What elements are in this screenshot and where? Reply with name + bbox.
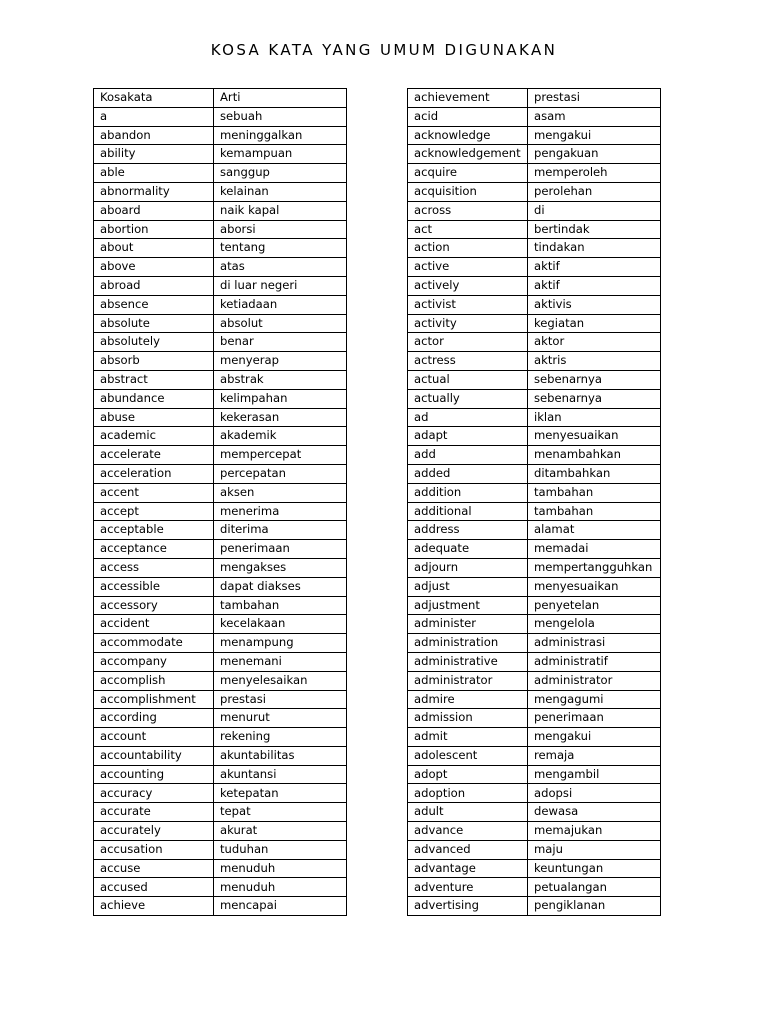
word-cell: a <box>94 107 214 126</box>
meaning-cell: alamat <box>528 521 661 540</box>
word-cell: advertising <box>408 897 528 916</box>
word-cell: accident <box>94 615 214 634</box>
word-cell: adoption <box>408 784 528 803</box>
table-row <box>408 897 661 916</box>
table-row <box>94 540 347 559</box>
meaning-cell: rekening <box>214 728 347 747</box>
meaning-cell: ditambahkan <box>528 464 661 483</box>
word-cell: accept <box>94 502 214 521</box>
word-cell: added <box>408 464 528 483</box>
word-cell: accusation <box>94 840 214 859</box>
meaning-cell: kelimpahan <box>214 389 347 408</box>
word-cell: adolescent <box>408 746 528 765</box>
table-row <box>408 126 661 145</box>
word-cell: accomplishment <box>94 690 214 709</box>
word-cell: activity <box>408 314 528 333</box>
meaning-cell: menuduh <box>214 859 347 878</box>
word-cell: adjourn <box>408 558 528 577</box>
meaning-cell: sebenarnya <box>528 389 661 408</box>
meaning-cell: benar <box>214 333 347 352</box>
table-row <box>94 615 347 634</box>
meaning-cell: atas <box>214 258 347 277</box>
word-cell: accurately <box>94 822 214 841</box>
word-cell: abuse <box>94 408 214 427</box>
meaning-cell: sebuah <box>214 107 347 126</box>
table-row <box>408 164 661 183</box>
meaning-cell: aktor <box>528 333 661 352</box>
meaning-cell: Arti <box>214 89 347 108</box>
table-row <box>94 634 347 653</box>
word-cell: absorb <box>94 352 214 371</box>
meaning-cell: iklan <box>528 408 661 427</box>
word-cell: adapt <box>408 427 528 446</box>
table-row <box>408 596 661 615</box>
meaning-cell: mengakui <box>528 728 661 747</box>
word-cell: acceptance <box>94 540 214 559</box>
word-cell: accompany <box>94 652 214 671</box>
table-row <box>408 615 661 634</box>
word-cell: abstract <box>94 370 214 389</box>
table-row <box>408 558 661 577</box>
table-row <box>408 540 661 559</box>
meaning-cell: pengiklanan <box>528 897 661 916</box>
meaning-cell: akurat <box>214 822 347 841</box>
meaning-cell: adopsi <box>528 784 661 803</box>
word-cell: actual <box>408 370 528 389</box>
meaning-cell: kecelakaan <box>214 615 347 634</box>
meaning-cell: akademik <box>214 427 347 446</box>
meaning-cell: menerima <box>214 502 347 521</box>
word-cell: accountability <box>94 746 214 765</box>
word-cell: ability <box>94 145 214 164</box>
table-row <box>94 201 347 220</box>
meaning-cell: menemani <box>214 652 347 671</box>
table-row <box>94 728 347 747</box>
meaning-cell: kelainan <box>214 182 347 201</box>
word-cell: actively <box>408 276 528 295</box>
table-row <box>408 258 661 277</box>
table-row <box>408 389 661 408</box>
table-row <box>94 652 347 671</box>
word-cell: aboard <box>94 201 214 220</box>
word-cell: acquisition <box>408 182 528 201</box>
meaning-cell: memadai <box>528 540 661 559</box>
page-title: KOSA KATA YANG UMUM DIGUNAKAN <box>210 41 558 59</box>
table-row <box>408 728 661 747</box>
table-row <box>94 164 347 183</box>
table-row <box>94 182 347 201</box>
table-row <box>408 577 661 596</box>
table-row <box>408 803 661 822</box>
meaning-cell: mempercepat <box>214 446 347 465</box>
table-row <box>94 897 347 916</box>
word-cell: accused <box>94 878 214 897</box>
table-row <box>94 765 347 784</box>
table-row <box>94 746 347 765</box>
meaning-cell: absolut <box>214 314 347 333</box>
table-row <box>94 446 347 465</box>
meaning-cell: menambahkan <box>528 446 661 465</box>
word-cell: acquire <box>408 164 528 183</box>
word-cell: advanced <box>408 840 528 859</box>
word-cell: accommodate <box>94 634 214 653</box>
word-cell: address <box>408 521 528 540</box>
table-row <box>408 521 661 540</box>
word-cell: abandon <box>94 126 214 145</box>
meaning-cell: pengakuan <box>528 145 661 164</box>
table-row <box>94 239 347 258</box>
table-row <box>94 126 347 145</box>
table-row <box>94 577 347 596</box>
table-row <box>408 784 661 803</box>
word-cell: advantage <box>408 859 528 878</box>
table-row <box>408 145 661 164</box>
table-row <box>94 709 347 728</box>
meaning-cell: akuntabilitas <box>214 746 347 765</box>
meaning-cell: prestasi <box>214 690 347 709</box>
word-cell: act <box>408 220 528 239</box>
table-row <box>408 671 661 690</box>
word-cell: acceleration <box>94 464 214 483</box>
meaning-cell: dewasa <box>528 803 661 822</box>
meaning-cell: tindakan <box>528 239 661 258</box>
meaning-cell: menyelesaikan <box>214 671 347 690</box>
meaning-cell: aktris <box>528 352 661 371</box>
table-row <box>408 370 661 389</box>
table-row <box>408 220 661 239</box>
meaning-cell: aktivis <box>528 295 661 314</box>
meaning-cell: percepatan <box>214 464 347 483</box>
table-row <box>408 201 661 220</box>
meaning-cell: asam <box>528 107 661 126</box>
meaning-cell: maju <box>528 840 661 859</box>
table-row <box>408 352 661 371</box>
word-cell: additional <box>408 502 528 521</box>
meaning-cell: ketiadaan <box>214 295 347 314</box>
table-row <box>94 859 347 878</box>
word-cell: accelerate <box>94 446 214 465</box>
meaning-cell: di luar negeri <box>214 276 347 295</box>
table-row <box>94 258 347 277</box>
word-cell: able <box>94 164 214 183</box>
meaning-cell: mengelola <box>528 615 661 634</box>
table-row <box>94 483 347 502</box>
meaning-cell: menyesuaikan <box>528 577 661 596</box>
table-row <box>408 652 661 671</box>
table-row <box>94 145 347 164</box>
meaning-cell: kegiatan <box>528 314 661 333</box>
table-row <box>94 408 347 427</box>
table-row <box>94 840 347 859</box>
word-cell: administrator <box>408 671 528 690</box>
table-row <box>408 634 661 653</box>
table-row <box>408 239 661 258</box>
meaning-cell: remaja <box>528 746 661 765</box>
meaning-cell: tambahan <box>528 483 661 502</box>
table-row <box>94 427 347 446</box>
table-row <box>408 107 661 126</box>
meaning-cell: tuduhan <box>214 840 347 859</box>
table-row <box>408 483 661 502</box>
word-cell: adjust <box>408 577 528 596</box>
word-cell: above <box>94 258 214 277</box>
meaning-cell: tentang <box>214 239 347 258</box>
word-cell: acknowledgement <box>408 145 528 164</box>
table-row <box>94 521 347 540</box>
word-cell: acceptable <box>94 521 214 540</box>
table-row <box>94 389 347 408</box>
meaning-cell: penerimaan <box>528 709 661 728</box>
meaning-cell: kemampuan <box>214 145 347 164</box>
word-cell: actress <box>408 352 528 371</box>
word-cell: accent <box>94 483 214 502</box>
word-cell: abortion <box>94 220 214 239</box>
word-cell: accurate <box>94 803 214 822</box>
meaning-cell: mengambil <box>528 765 661 784</box>
table-row <box>408 408 661 427</box>
meaning-cell: bertindak <box>528 220 661 239</box>
meaning-cell: di <box>528 201 661 220</box>
meaning-cell: tambahan <box>214 596 347 615</box>
table-row <box>94 89 347 108</box>
word-cell: add <box>408 446 528 465</box>
word-cell: adult <box>408 803 528 822</box>
word-cell: admire <box>408 690 528 709</box>
word-cell: actor <box>408 333 528 352</box>
word-cell: addition <box>408 483 528 502</box>
table-row <box>94 690 347 709</box>
word-cell: absence <box>94 295 214 314</box>
meaning-cell: sebenarnya <box>528 370 661 389</box>
table-row <box>408 427 661 446</box>
word-cell: accessory <box>94 596 214 615</box>
table-row <box>408 89 661 108</box>
meaning-cell: menyesuaikan <box>528 427 661 446</box>
meaning-cell: administratif <box>528 652 661 671</box>
word-cell: achievement <box>408 89 528 108</box>
meaning-cell: aksen <box>214 483 347 502</box>
word-cell: accuracy <box>94 784 214 803</box>
table-row <box>94 107 347 126</box>
meaning-cell: menampung <box>214 634 347 653</box>
table-row <box>94 333 347 352</box>
table-row <box>94 558 347 577</box>
word-cell: ad <box>408 408 528 427</box>
word-cell: administration <box>408 634 528 653</box>
word-cell: abnormality <box>94 182 214 201</box>
word-cell: acknowledge <box>408 126 528 145</box>
meaning-cell: kekerasan <box>214 408 347 427</box>
meaning-cell: mengagumi <box>528 690 661 709</box>
meaning-cell: perolehan <box>528 182 661 201</box>
meaning-cell: mengakses <box>214 558 347 577</box>
table-row <box>408 859 661 878</box>
table-row <box>94 370 347 389</box>
word-cell: adopt <box>408 765 528 784</box>
table-row <box>408 878 661 897</box>
meaning-cell: mempertangguhkan <box>528 558 661 577</box>
meaning-cell: abstrak <box>214 370 347 389</box>
table-row <box>94 314 347 333</box>
word-cell: administer <box>408 615 528 634</box>
meaning-cell: petualangan <box>528 878 661 897</box>
table-row <box>408 276 661 295</box>
meaning-cell: administrator <box>528 671 661 690</box>
word-cell: admission <box>408 709 528 728</box>
vocabulary-table-left <box>93 88 347 916</box>
meaning-cell: aktif <box>528 258 661 277</box>
meaning-cell: meninggalkan <box>214 126 347 145</box>
word-cell: advance <box>408 822 528 841</box>
meaning-cell: penerimaan <box>214 540 347 559</box>
meaning-cell: naik kapal <box>214 201 347 220</box>
table-row <box>408 333 661 352</box>
table-row <box>408 464 661 483</box>
meaning-cell: aborsi <box>214 220 347 239</box>
word-cell: accounting <box>94 765 214 784</box>
table-row <box>94 784 347 803</box>
table-row <box>94 822 347 841</box>
word-cell: Kosakata <box>94 89 214 108</box>
table-row <box>408 822 661 841</box>
word-cell: achieve <box>94 897 214 916</box>
word-cell: administrative <box>408 652 528 671</box>
table-row <box>408 746 661 765</box>
table-row <box>408 295 661 314</box>
meaning-cell: menuduh <box>214 878 347 897</box>
meaning-cell: keuntungan <box>528 859 661 878</box>
meaning-cell: memajukan <box>528 822 661 841</box>
word-cell: adjustment <box>408 596 528 615</box>
meaning-cell: memperoleh <box>528 164 661 183</box>
word-cell: about <box>94 239 214 258</box>
word-cell: admit <box>408 728 528 747</box>
meaning-cell: mencapai <box>214 897 347 916</box>
table-row <box>94 596 347 615</box>
word-cell: account <box>94 728 214 747</box>
table-row <box>408 709 661 728</box>
meaning-cell: prestasi <box>528 89 661 108</box>
word-cell: absolute <box>94 314 214 333</box>
meaning-cell: penyetelan <box>528 596 661 615</box>
meaning-cell: tepat <box>214 803 347 822</box>
word-cell: abroad <box>94 276 214 295</box>
word-cell: adventure <box>408 878 528 897</box>
meaning-cell: sanggup <box>214 164 347 183</box>
word-cell: adequate <box>408 540 528 559</box>
word-cell: acid <box>408 107 528 126</box>
vocabulary-table-right <box>407 88 661 916</box>
table-row <box>408 765 661 784</box>
word-cell: absolutely <box>94 333 214 352</box>
meaning-cell: dapat diakses <box>214 577 347 596</box>
table-row <box>94 295 347 314</box>
meaning-cell: akuntansi <box>214 765 347 784</box>
table-row <box>94 220 347 239</box>
vocabulary-table-left-body <box>94 89 347 916</box>
meaning-cell: administrasi <box>528 634 661 653</box>
word-cell: access <box>94 558 214 577</box>
table-row <box>94 878 347 897</box>
table-row <box>94 671 347 690</box>
meaning-cell: menyerap <box>214 352 347 371</box>
table-row <box>408 314 661 333</box>
table-row <box>408 502 661 521</box>
word-cell: accomplish <box>94 671 214 690</box>
word-cell: actually <box>408 389 528 408</box>
word-cell: according <box>94 709 214 728</box>
table-row <box>94 803 347 822</box>
table-row <box>408 446 661 465</box>
meaning-cell: tambahan <box>528 502 661 521</box>
table-row <box>94 276 347 295</box>
table-row <box>408 690 661 709</box>
table-row <box>94 502 347 521</box>
word-cell: accuse <box>94 859 214 878</box>
word-cell: academic <box>94 427 214 446</box>
word-cell: accessible <box>94 577 214 596</box>
table-row <box>408 182 661 201</box>
table-row <box>94 464 347 483</box>
meaning-cell: ketepatan <box>214 784 347 803</box>
word-cell: activist <box>408 295 528 314</box>
meaning-cell: diterima <box>214 521 347 540</box>
word-cell: across <box>408 201 528 220</box>
meaning-cell: mengakui <box>528 126 661 145</box>
word-cell: abundance <box>94 389 214 408</box>
vocabulary-table-right-body <box>408 89 661 916</box>
table-row <box>408 840 661 859</box>
meaning-cell: menurut <box>214 709 347 728</box>
word-cell: action <box>408 239 528 258</box>
meaning-cell: aktif <box>528 276 661 295</box>
table-row <box>94 352 347 371</box>
word-cell: active <box>408 258 528 277</box>
